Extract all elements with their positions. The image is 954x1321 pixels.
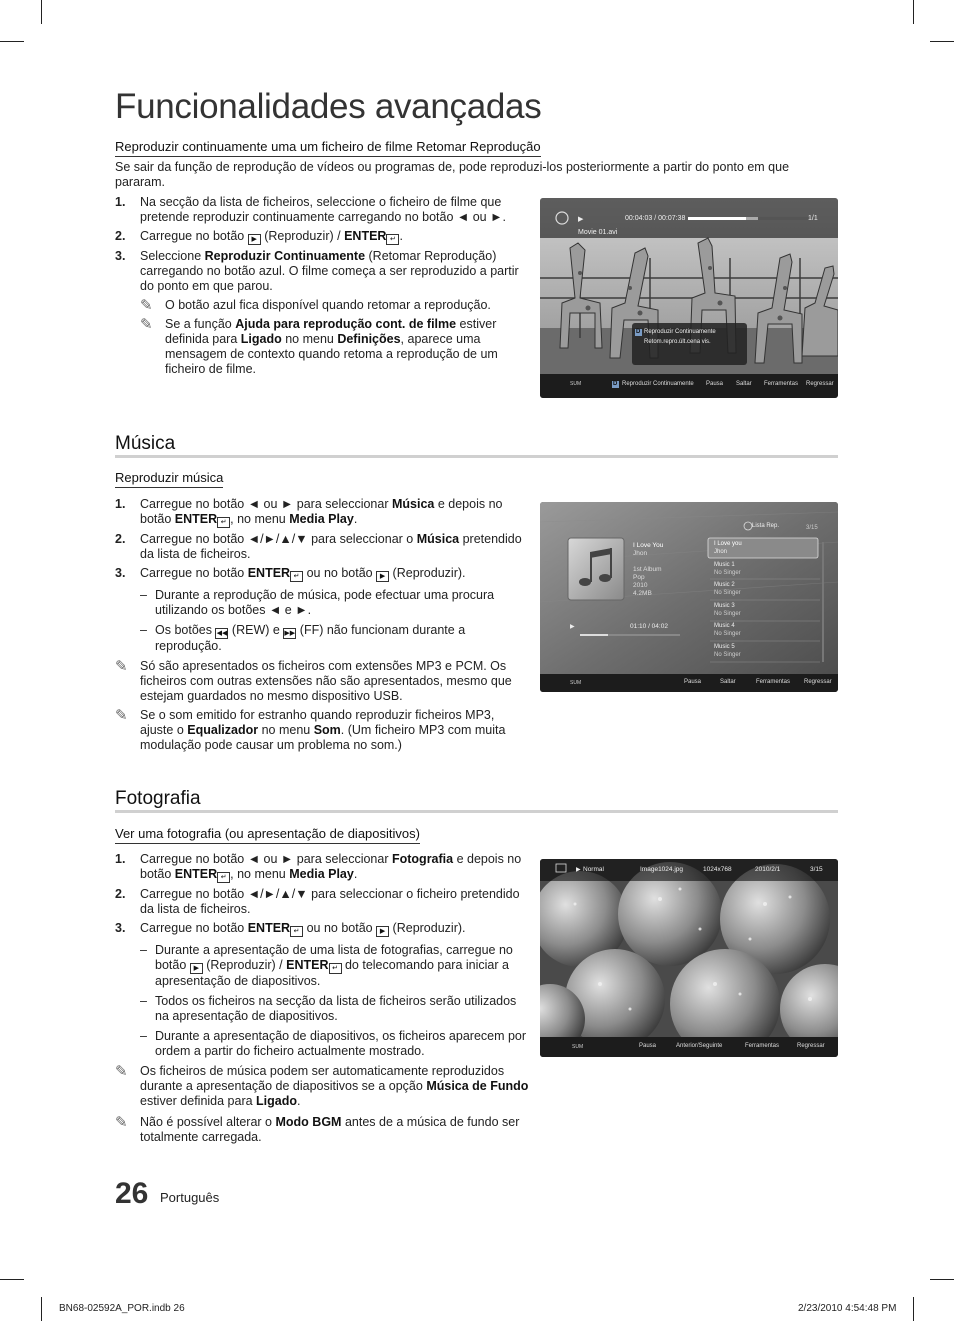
photo-resolution: 1024x768 — [703, 866, 732, 873]
photo-steps — [115, 852, 529, 1149]
note-icon: ✎ — [140, 316, 153, 333]
bar-pause: Pausa — [706, 381, 724, 387]
crop-mark — [41, 0, 42, 24]
resume-subheading: Reproduzir continuamente uma um ficheiro de filme Retomar Reprodução — [115, 139, 541, 157]
popup-line1: Reproduzir Continuamente — [644, 329, 716, 335]
rewind-button-icon: ◀◀ — [216, 630, 228, 637]
bar-tools: Ferramentas — [745, 1043, 780, 1049]
note-icon: ✎ — [115, 658, 128, 675]
enter-icon: ↵ — [290, 571, 303, 582]
step: 3. Carregue no botão ENTER ↵ ou no botão ▶ (Reproduzir). — [115, 566, 466, 580]
step: 1. Carregue no botão ◄ ou ► para seleccionar Música e depois no botão ENTER ↵ , no menu Media Play. — [115, 497, 503, 526]
bar-prev-next: Anterior/Seguinte — [676, 1043, 723, 1049]
bar-d-key: D — [613, 381, 618, 387]
music-subheading: Reproduzir música — [115, 470, 223, 488]
note-icon: ✎ — [115, 707, 128, 724]
page-number: 26 — [115, 1177, 149, 1210]
sum-label: SUM — [570, 381, 582, 387]
bar-pause: Pausa — [639, 1043, 657, 1049]
photo-filename: Image1024.jpg — [640, 866, 684, 873]
dash-item: – Os botões ◀◀ (REW) e ▶▶ (FF) não funcionam durante a reprodução. — [140, 623, 466, 653]
note-icon: ✎ — [115, 1114, 128, 1131]
step: 2. Carregue no botão ▶ (Reproduzir) / ENTER ↵ . — [115, 229, 403, 243]
song-album: 1st Album — [633, 566, 662, 573]
list-item[interactable]: Music 2 No Singer — [714, 582, 741, 596]
bar-resume: Reproduzir Continuamente — [622, 381, 694, 387]
section-rule — [115, 455, 838, 458]
page-language: Português — [160, 1190, 220, 1205]
step: 2. Carregue no botão ◄/►/▲/▼ para seleccionar o ficheiro pretendido da lista de ficheiros. — [115, 887, 520, 916]
bar-return: Regressar — [797, 1043, 825, 1049]
list-item[interactable]: Music 4 No Singer — [714, 623, 741, 637]
song-size: 4.2MB — [633, 590, 652, 597]
section-rule — [115, 810, 838, 813]
popup-key: D — [636, 329, 641, 335]
enter-icon: ↵ — [386, 234, 399, 245]
crop-mark — [0, 41, 24, 42]
video-count: 1/1 — [808, 215, 818, 222]
play-button-icon: ▶ — [248, 234, 261, 245]
play-indicator-icon: ▶ — [576, 867, 581, 873]
sum-label: SUM — [570, 680, 582, 686]
step: 3. Seleccione Reproduzir Continuamente (Retomar Reprodução) carregando no botão azul. O filme começa a ser reproduzido a partir do ponto em que parou. — [115, 249, 519, 293]
step: 1. Carregue no botão ◄ ou ► para seleccionar Fotografia e depois no botão ENTER ↵ , no menu Media Play. — [115, 852, 522, 881]
crop-mark — [913, 0, 914, 24]
step: 1. Na secção da lista de ficheiros, seleccione o ficheiro de filme que pretende reproduzir continuamente carregando no botão ◄ ou ►. — [115, 195, 506, 224]
bar-skip: Saltar — [736, 381, 752, 387]
play-button-icon: ▶ — [190, 963, 203, 974]
crop-mark — [41, 1297, 42, 1321]
song-time: 01:10 / 04:02 — [630, 623, 668, 630]
photo-viewer-screenshot — [540, 859, 838, 1057]
photo-subheading: Ver uma fotografia (ou apresentação de diapositivos) — [115, 826, 420, 844]
note: ✎ Se o som emitido for estranho quando reproduzir ficheiros MP3, ajuste o Equalizador no menu Som. (Um ficheiro MP3 com muita modulação pode causar um problema no som.) — [115, 707, 506, 752]
dash-item: – Durante a apresentação de uma lista de fotografias, carregue no botão ▶ (Reproduzir) / ENTER ↵ do telecomando para iniciar a apresentação de diapositivos. — [140, 943, 513, 988]
dash-item: – Todos os ficheiros na secção da lista de ficheiros serão utilizados na apresentação de diapositivos. — [140, 994, 517, 1023]
list-item[interactable]: Music 3 No Singer — [714, 602, 741, 617]
enter-icon: ↵ — [217, 517, 230, 528]
list-item[interactable]: I Love you Jhon — [714, 541, 742, 555]
crop-mark — [930, 41, 954, 42]
music-heading: Música — [115, 433, 176, 454]
song-genre: Pop — [633, 574, 645, 581]
note: ✎ Não é possível alterar o Modo BGM antes de a música de fundo ser totalmente carregada. — [115, 1114, 520, 1144]
song-artist: Jhon — [633, 550, 648, 557]
play-button-icon: ▶ — [376, 571, 389, 582]
step: 2. Carregue no botão ◄/►/▲/▼ para seleccionar o Música pretendido da lista de ficheiros. — [115, 532, 522, 561]
bar-return: Regressar — [806, 381, 834, 387]
sum-label: SUM — [572, 1044, 584, 1050]
dash-item: – Durante a apresentação de diapositivos, os ficheiros aparecem por ordem a partir do ficheiro actualmente mostrado. — [140, 1029, 527, 1058]
playlist-label: Lista Rep. — [752, 523, 780, 529]
fast-forward-button-icon: ▶▶ — [284, 630, 296, 637]
video-time: 00:04:03 / 00:07:38 — [625, 215, 686, 222]
page-title: Funcionalidades avançadas — [115, 87, 542, 126]
list-item[interactable]: Music 5 No Singer — [714, 643, 741, 658]
enter-icon: ↵ — [217, 872, 230, 883]
resume-intro: Se sair da função de reprodução de vídeos ou programas de, pode reproduzi-los posteriormente a partir do ponto em que pararam. — [115, 160, 790, 189]
bar-skip: Saltar — [720, 679, 736, 685]
play-indicator-icon: ▶ — [570, 624, 575, 630]
enter-icon: ↵ — [329, 963, 342, 974]
music-steps — [115, 497, 529, 757]
playlist — [714, 540, 818, 663]
photo-heading: Fotografia — [115, 788, 201, 809]
list-item[interactable]: Music 1 No Singer — [714, 561, 741, 576]
resume-steps — [115, 195, 529, 381]
music-player-screenshot — [540, 502, 838, 692]
footer-date: 2/23/2010 4:54:48 PM — [798, 1303, 897, 1314]
bar-return: Regressar — [804, 679, 832, 685]
bar-tools: Ferramentas — [756, 679, 791, 685]
crop-mark — [930, 1279, 954, 1280]
note: ✎ Só são apresentados os ficheiros com extensões MP3 e PCM. Os ficheiros com outras extensões não são apresentados, mesmo que estejam guardados no mesmo dispositivo USB. — [115, 658, 512, 703]
song-year: 2010 — [633, 582, 648, 589]
bar-tools: Ferramentas — [764, 381, 799, 387]
dash-item: – Durante a reprodução de música, pode efectuar uma procura utilizando os botões ◄ e ►. — [140, 588, 495, 617]
popup-line2: Retom.repro.últ.cena vis. — [644, 339, 711, 345]
track-count: 3/15 — [806, 525, 818, 531]
note-icon: ✎ — [115, 1063, 128, 1080]
enter-icon: ↵ — [290, 926, 303, 937]
bar-pause: Pausa — [684, 679, 702, 685]
song-title: I Love You — [633, 542, 664, 549]
note: ✎ O botão azul fica disponível quando retomar a reprodução. — [140, 297, 491, 314]
photo-date: 2010/2/1 — [755, 866, 781, 873]
apples-photo — [540, 859, 838, 1057]
footer-file: BN68-02592A_POR.indb 26 — [59, 1303, 185, 1314]
crop-mark — [0, 1279, 24, 1280]
note-icon: ✎ — [140, 297, 153, 314]
crop-mark — [913, 1297, 914, 1321]
step: 3. Carregue no botão ENTER ↵ ou no botão ▶ (Reproduzir). — [115, 921, 466, 935]
photo-count: 3/15 — [810, 866, 823, 873]
play-button-icon: ▶ — [376, 926, 389, 937]
note: ✎ Se a função Ajuda para reprodução cont. de filme estiver definida para Ligado no menu Definições, aparece uma mensagem de contexto quando retoma a reprodução de um ficheiro de filme. — [140, 316, 498, 376]
video-filename: Movie 01.avi — [578, 229, 618, 236]
photo-mode: Normal — [583, 866, 604, 873]
note: ✎ Os ficheiros de música podem ser automaticamente reproduzidos durante a apresentação de diapositivos se a opção Música de Fundo estiver definida para Ligado. — [115, 1063, 529, 1108]
video-player-screenshot — [540, 198, 838, 398]
svg-text:▶: ▶ — [578, 216, 584, 223]
